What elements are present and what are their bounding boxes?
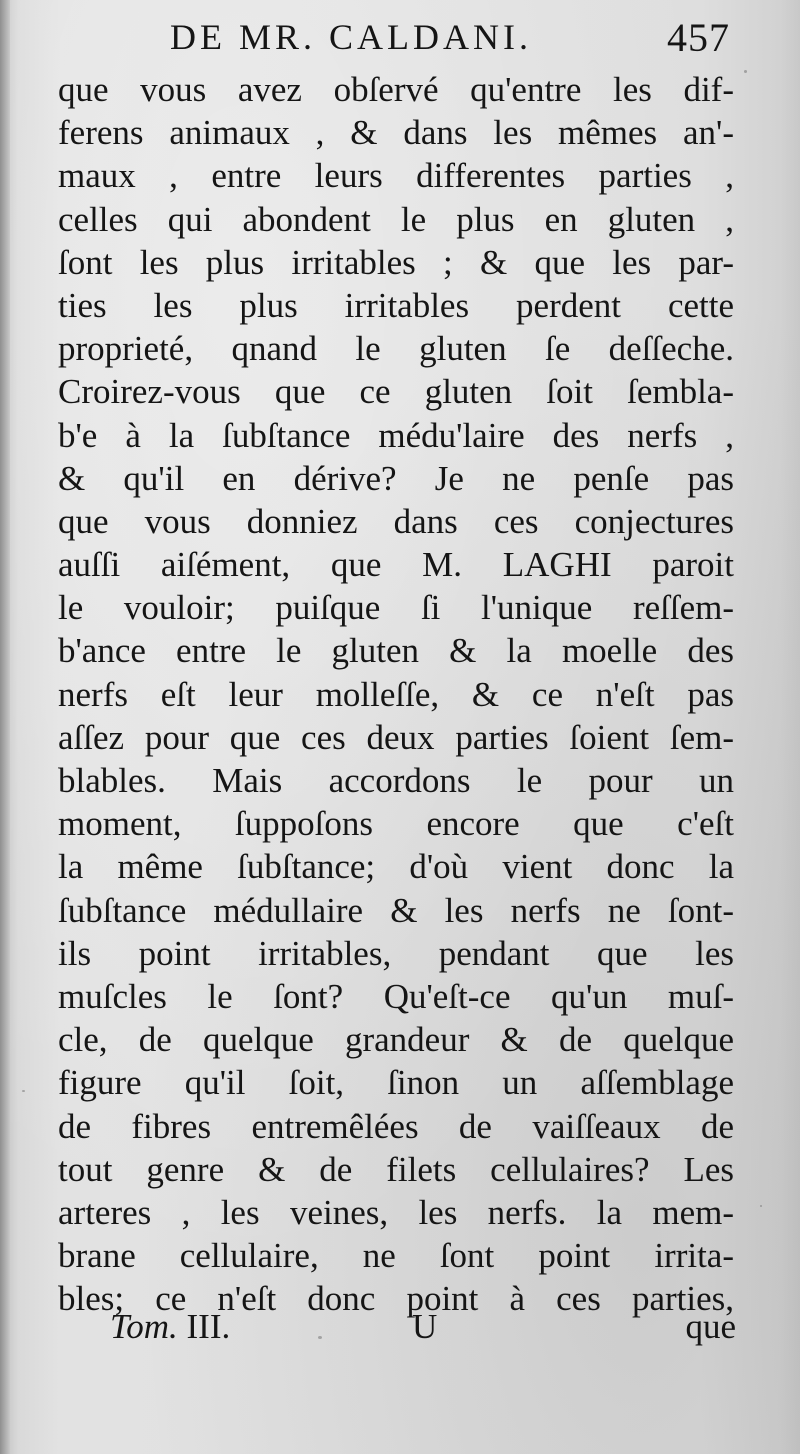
text-line: Croirez-vous que ce gluten ſoit ſembla- xyxy=(58,372,734,412)
page-gutter-shadow xyxy=(0,0,10,1454)
signature-mark: U xyxy=(412,1307,438,1346)
text-line: & qu'il en dérive? Je ne penſe pas xyxy=(58,458,734,498)
volume-number: III. xyxy=(186,1307,231,1346)
text-line: celles qui abondent le plus en gluten , xyxy=(58,199,734,239)
text-line: proprieté, qnand le gluten ſe deſſeche. xyxy=(58,329,734,369)
text-line: tout genre & de filets cellulaires? Les xyxy=(58,1149,734,1189)
text-line: brane cellulaire, ne ſont point irrita- xyxy=(58,1236,734,1276)
text-line: arteres , les veines, les nerfs. la mem- xyxy=(58,1192,734,1232)
page-footer xyxy=(110,1307,736,1355)
text-line: ils point irritables, pendant que les xyxy=(58,933,734,973)
text-line: ſont les plus irritables ; & que les par- xyxy=(58,242,734,282)
text-line: aſſez pour que ces deux parties ſoient ſem- xyxy=(58,717,734,757)
text-line: ferens animaux , & dans les mêmes an'- xyxy=(58,113,734,153)
text-line: ties les plus irritables perdent cette xyxy=(58,285,734,325)
text-line: cle, de quelque grandeur & de quelque xyxy=(58,1020,734,1060)
page-header xyxy=(170,14,730,70)
running-head: DE MR. CALDANI. xyxy=(170,17,532,57)
text-line: moment, ſuppoſons encore que c'eſt xyxy=(58,804,734,844)
volume-mark xyxy=(110,1307,230,1347)
paper-speck xyxy=(22,1090,25,1092)
text-line: muſcles le ſont? Qu'eſt-ce qu'un muſ- xyxy=(58,976,734,1016)
paper-speck xyxy=(318,1336,322,1339)
paper-speck xyxy=(760,1205,762,1207)
body-text xyxy=(58,68,734,1320)
text-line: ſubſtance médullaire & les nerfs ne ſont- xyxy=(58,890,734,930)
catchword: que xyxy=(685,1307,736,1346)
text-line: maux , entre leurs differentes parties , xyxy=(58,156,734,196)
page-number: 457 xyxy=(667,15,730,60)
text-line: nerfs eſt leur molleſſe, & ce n'eſt pas xyxy=(58,674,734,714)
text-line: b'ance entre le gluten & la moelle des xyxy=(58,631,734,671)
volume-prefix: Tom. xyxy=(110,1307,178,1346)
text-line: b'e à la ſubſtance médu'laire des nerfs , xyxy=(58,415,734,455)
text-line: blables. Mais accordons le pour un xyxy=(58,761,734,800)
paper-speck xyxy=(744,70,747,73)
text-line: que vous donniez dans ces conjectures xyxy=(58,501,734,541)
text-line: le vouloir; puiſque ſi l'unique reſſem- xyxy=(58,588,734,628)
text-line: la même ſubſtance; d'où vient donc la xyxy=(58,847,734,887)
text-line: bles; ce n'eſt donc point à ces parties, xyxy=(58,1279,734,1319)
text-line: figure qu'il ſoit, ſinon un aſſemblage xyxy=(58,1063,734,1103)
text-line: auſſi aiſément, que M. LAGHI paroit xyxy=(58,545,734,585)
text-line: que vous avez obſervé qu'entre les dif- xyxy=(58,70,734,109)
text-line: de fibres entremêlées de vaiſſeaux de xyxy=(58,1106,734,1146)
